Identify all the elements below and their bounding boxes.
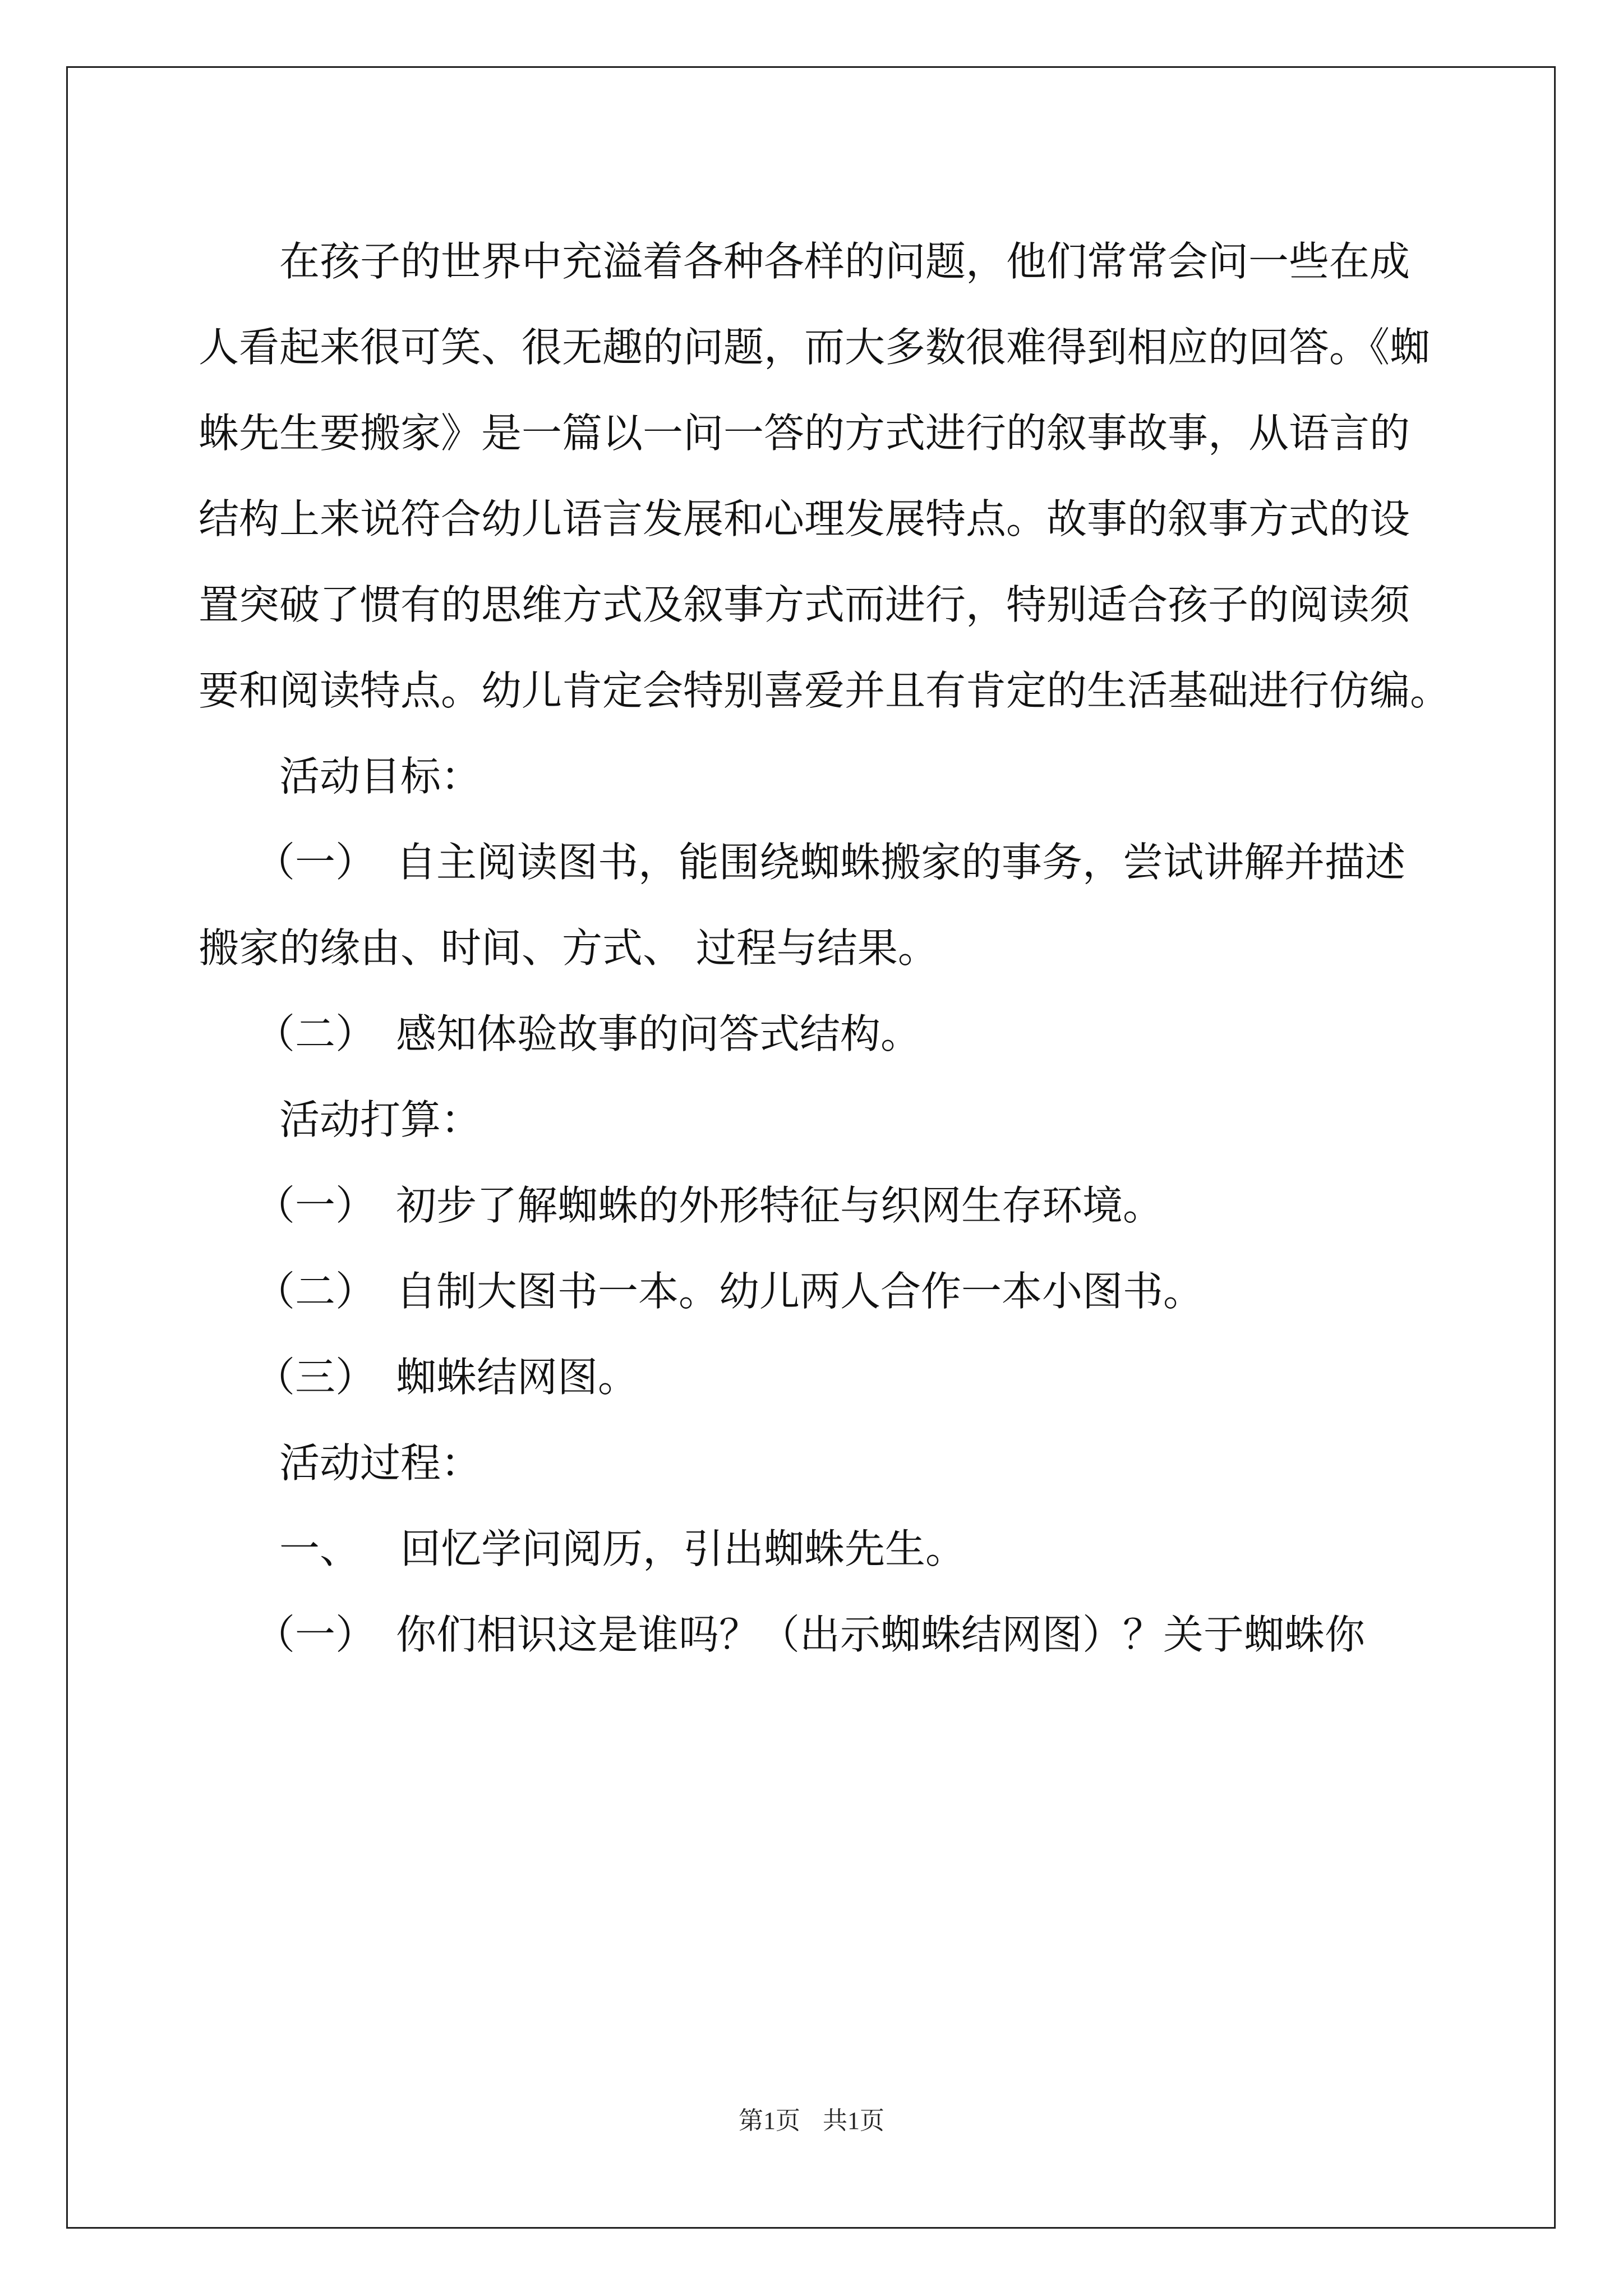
list-text: 初步了解蜘蛛的外形特征与织网生存环境。 xyxy=(396,1182,1164,1229)
page-footer xyxy=(0,2100,1623,2136)
list-item xyxy=(199,991,1432,1077)
list-item xyxy=(199,1249,1432,1335)
section-heading-prep: 活动打算： xyxy=(279,1096,482,1143)
list-marker: 一、 xyxy=(279,1525,361,1572)
page-total: 共1页 xyxy=(823,2107,884,2134)
list-marker: （一） xyxy=(255,1182,376,1229)
list-marker: （一） xyxy=(255,839,376,886)
text-line: 在孩子的世界中充溢着各种各样的问题，他们常常会问一些在成 xyxy=(279,238,1410,285)
list-item xyxy=(199,820,1432,905)
list-text: 自主阅读图书，能围绕蜘蛛搬家的事务，尝试讲解并描述 xyxy=(396,839,1406,886)
list-text: 自制大图书一本。幼儿两人合作一本小图书。 xyxy=(396,1268,1204,1315)
list-marker: （二） xyxy=(255,1268,376,1315)
list-item xyxy=(199,1335,1432,1420)
list-text: 感知体验故事的问答式结构。 xyxy=(396,1010,921,1057)
list-text: 你们相识这是谁吗？（出示蜘蛛结网图）？关于蜘蛛你 xyxy=(396,1611,1366,1658)
list-marker: （三） xyxy=(255,1354,376,1401)
section-heading-goals: 活动目标： xyxy=(279,753,482,800)
text-line: 搬家的缘由、时间、方式、 过程与结果。 xyxy=(199,924,938,972)
list-item xyxy=(199,1163,1432,1249)
list-marker: （二） xyxy=(255,1010,376,1057)
text-line: 结构上来说符合幼儿语言发展和心理发展特点。故事的叙事方式的设 xyxy=(199,495,1410,542)
text-line: 蛛先生要搬家》是一篇以一问一答的方式进行的叙事故事，从语言的 xyxy=(199,409,1410,457)
list-text: 回忆学问阅历，引出蜘蛛先生。 xyxy=(400,1525,966,1572)
text-line: 要和阅读特点。幼儿肯定会特别喜爱并且有肯定的生活基础进行仿编。 xyxy=(199,667,1451,714)
list-marker: （一） xyxy=(255,1611,376,1658)
list-item xyxy=(199,1592,1432,1678)
list-text: 蜘蛛结网图。 xyxy=(396,1354,639,1401)
section-heading-process: 活动过程： xyxy=(279,1439,482,1487)
list-item xyxy=(199,1506,1432,1592)
text-line: 人看起来很可笑、很无趣的问题，而大多数很难得到相应的回答。《蜘 xyxy=(199,324,1431,371)
document-body xyxy=(199,219,1451,1678)
text-line: 置突破了惯有的思维方式及叙事方式而进行，特别适合孩子的阅读须 xyxy=(199,581,1410,628)
page-number: 第1页 xyxy=(739,2107,800,2134)
